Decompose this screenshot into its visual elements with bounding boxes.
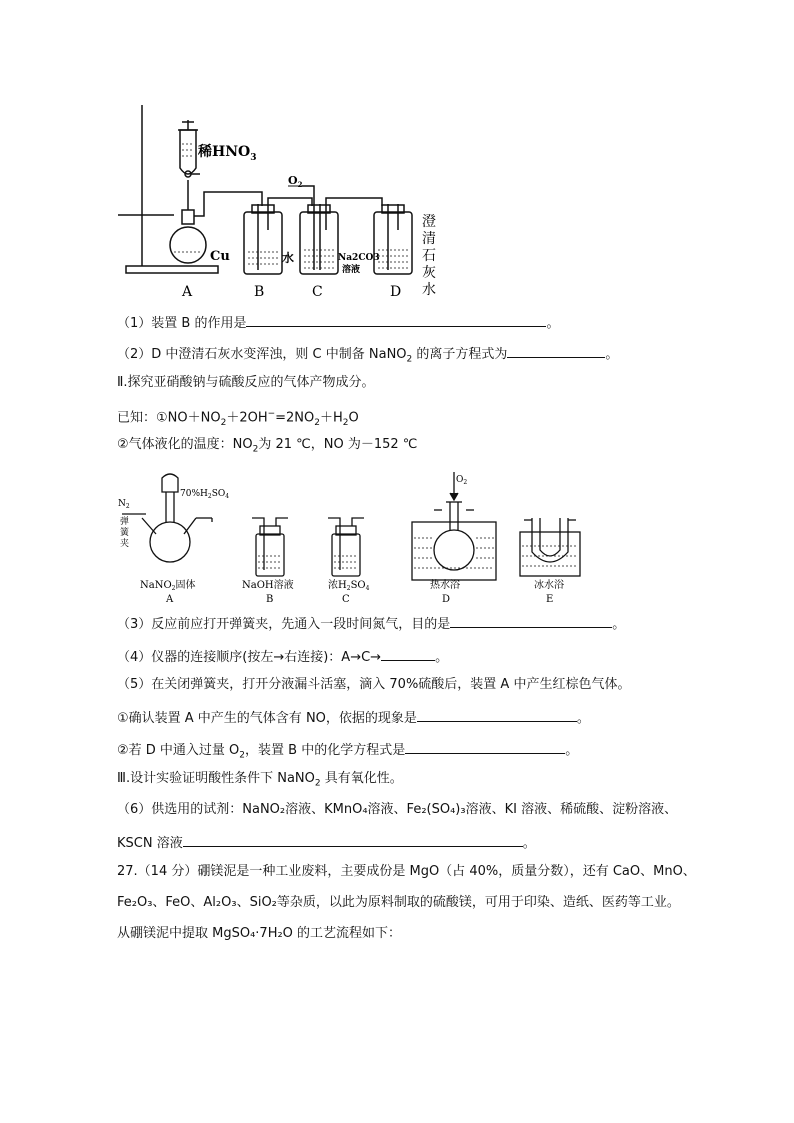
question-4: （4）仪器的连接顺序(按左→右连接)：A→C→ 。 xyxy=(117,646,448,667)
svg-text:70%H2SO4: $70\%H_2SO_4$ xyxy=(180,489,230,500)
letter-a-2: A xyxy=(166,594,174,604)
question-6-line-1: （6）供选用的试剂：NaNO₂溶液、KMnO₄溶液、Fe₂(SO₄)₃溶液、KI 溶液、稀硫酸、淀粉溶液、 xyxy=(117,802,678,817)
question-3: （3）反应前应打开弹簧夹，先通入一段时间氮气，目的是 。 xyxy=(117,613,625,634)
reagent-label: 稀HNO xyxy=(198,144,251,160)
caption-e: 冰水浴 xyxy=(534,580,564,591)
apparatus-figure-2 xyxy=(112,462,602,604)
apparatus-figure-1 xyxy=(112,100,452,302)
water-label: 水 xyxy=(282,251,295,265)
answer-blank-5a[interactable] xyxy=(417,707,577,722)
known-line-2: ②气体液化的温度：$NO_2$为 21 ℃，NO 为－152 ℃ xyxy=(117,437,418,455)
question-2: （2）D 中澄清石灰水变浑浊，则 C 中制备 NaNO$_2$ 的离子方程式为 。 xyxy=(117,343,618,369)
svg-text:NaNO2固体: NaNO$_2$固体 xyxy=(140,580,196,592)
question-27-line-2: Fe₂O₃、FeO、Al₂O₃、SiO₂等杂质，以此为原料制取的硫酸镁，可用于印染、造纸、医药等工业。 xyxy=(117,895,680,910)
limewater-char-5: 水 xyxy=(422,282,436,298)
answer-blank-5b[interactable] xyxy=(405,739,565,754)
answer-blank-3[interactable] xyxy=(450,613,612,628)
known-line-1: 已知：$①NO+NO_2+2OH^-=2NO_2+H_2O$ xyxy=(117,409,359,428)
limewater-char-1: 澄 xyxy=(422,214,436,230)
section-2-heading: Ⅱ.探究亚硝酸钠与硫酸反应的气体产物成分。 xyxy=(117,375,375,390)
cu-label: Cu xyxy=(210,249,230,264)
limewater-char-4: 灰 xyxy=(422,265,436,281)
question-5b: ②若 D 中通入过量 $O_2$，装置 B 中的化学方程式是 。 xyxy=(117,739,578,765)
letter-d: D xyxy=(390,284,402,300)
letter-e-2: E xyxy=(546,594,554,604)
caption-c: 浓H xyxy=(328,580,347,591)
question-27-line-3: 从硼镁泥中提取 MgSO₄·7H₂O 的工艺流程如下： xyxy=(117,926,402,941)
letter-c: C xyxy=(312,284,323,300)
na2co3-label: Na2CO3 xyxy=(338,253,380,263)
clamp-char-2: 簧 xyxy=(120,528,130,538)
caption-a: NaNO xyxy=(140,580,172,591)
letter-d-2: D xyxy=(442,594,451,604)
letter-c-2: C xyxy=(342,594,350,604)
clamp-char-1: 弹 xyxy=(120,517,130,527)
answer-blank-6[interactable] xyxy=(183,832,523,847)
svg-text:稀HNO3: 稀$HNO_3$ xyxy=(198,144,257,163)
answer-blank-1[interactable] xyxy=(246,312,546,327)
svg-text:N2: $N_2$ xyxy=(118,499,130,510)
o2-label-2: O xyxy=(456,475,464,485)
svg-text:O2: $O_2$ xyxy=(456,475,468,486)
acid-label: 70%H xyxy=(180,489,208,499)
clamp-char-3: 夹 xyxy=(120,539,130,549)
question-5: （5）在关闭弹簧夹，打开分液漏斗活塞，滴入 70%硫酸后，装置 A 中产生红棕色气体。 xyxy=(117,677,631,692)
svg-text:浓H2SO4: 浓$H_2SO_4$ xyxy=(328,580,370,592)
caption-d: 热水浴 xyxy=(430,580,460,591)
letter-b: B xyxy=(254,284,265,300)
answer-blank-4[interactable] xyxy=(381,646,435,661)
limewater-char-3: 石 xyxy=(422,248,436,264)
caption-b: NaOH溶液 xyxy=(242,580,294,591)
n2-label: N xyxy=(118,499,126,509)
o2-label: O xyxy=(288,174,298,187)
limewater-char-2: 清 xyxy=(422,231,436,247)
svg-text:O2: $O_2$ xyxy=(288,174,303,189)
answer-blank-2[interactable] xyxy=(507,343,605,358)
letter-a: A xyxy=(182,284,193,300)
solution-label: 溶液 xyxy=(342,265,361,275)
question-27-line-1: 27.（14 分）硼镁泥是一种工业废料，主要成份是 MgO（占 40%，质量分数），还有 CaO、MnO、 xyxy=(117,864,696,879)
question-6-line-2: KSCN 溶液 。 xyxy=(117,832,536,853)
section-3-heading: Ⅲ.设计实验证明酸性条件下 NaNO$_2$ 具有氧化性。 xyxy=(117,771,403,789)
question-5a: ①确认装置 A 中产生的气体含有 NO，依据的现象是 。 xyxy=(117,707,590,728)
question-1: （1）装置 B 的作用是 。 xyxy=(117,312,559,333)
letter-b-2: B xyxy=(266,594,274,604)
